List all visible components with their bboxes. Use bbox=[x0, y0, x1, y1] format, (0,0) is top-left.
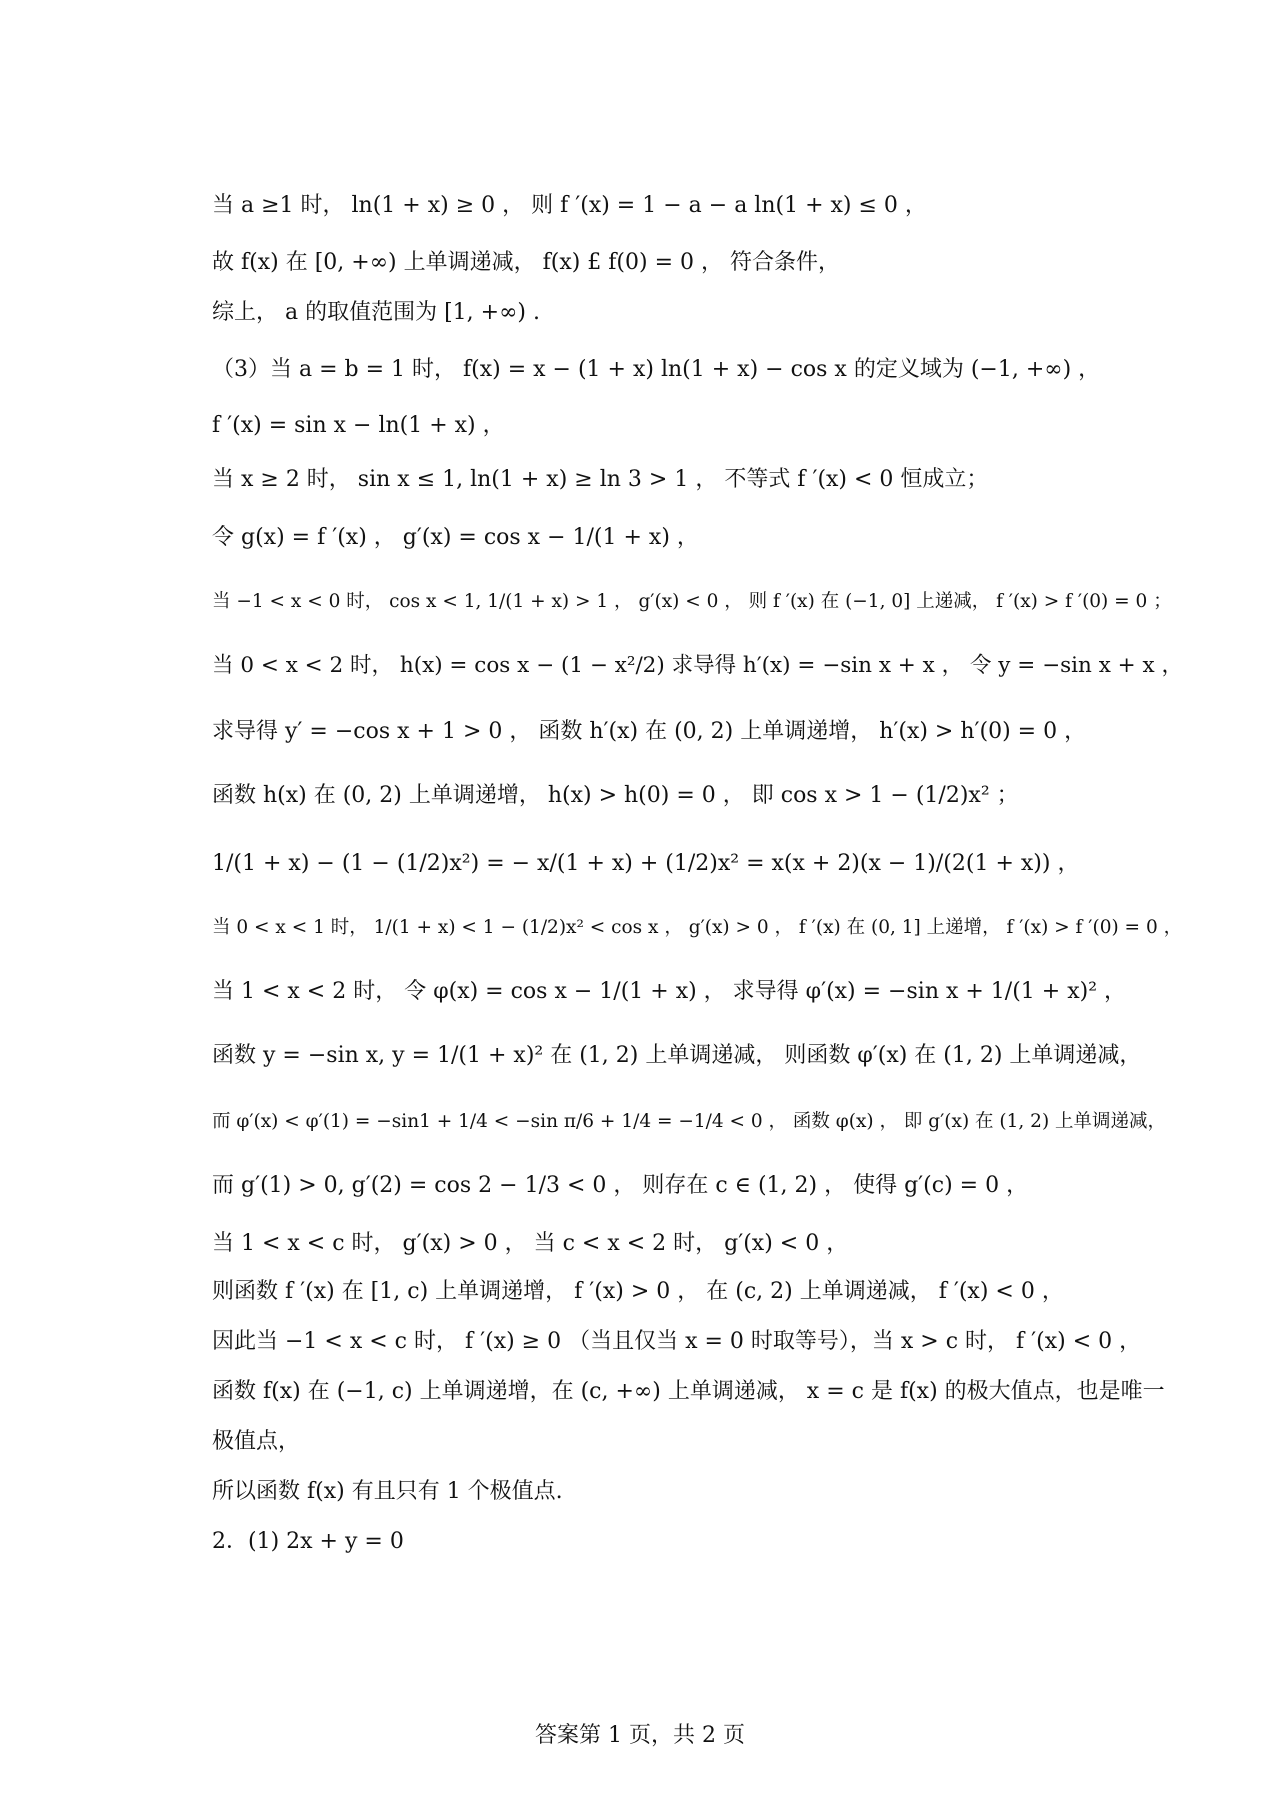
text-line: 当 0 < x < 1 时， 1/(1 + x) < 1 − (1/2)x² < cos x ， g′(x) > 0 ， f ′(x) 在 (0, 1] 上递增， f ′(x) > f ′(0) = 0 ， bbox=[212, 917, 1183, 938]
text-line: 而 g′(1) > 0, g′(2) = cos 2 − 1/3 < 0 ， 则存在 c ∈ (1, 2) ， 使得 g′(c) = 0 ， bbox=[212, 1173, 1029, 1198]
text-line: 令 g(x) = f ′(x) ， g′(x) = cos x − 1/(1 + x) ， bbox=[212, 525, 699, 550]
text-line: 当 x ≥ 2 时， sin x ≤ 1, ln(1 + x) ≥ ln 3 > 1 ， 不等式 f ′(x) < 0 恒成立； bbox=[212, 467, 989, 492]
text-line: 综上， a 的取值范围为 [1, +∞) . bbox=[212, 300, 540, 325]
text-line: 当 1 < x < c 时， g′(x) > 0 ， 当 c < x < 2 时， g′(x) < 0 ， bbox=[212, 1231, 849, 1256]
text-line: 当 1 < x < 2 时， 令 φ(x) = cos x − 1/(1 + x) ， 求导得 φ′(x) = −sin x + 1/(1 + x)² ， bbox=[212, 979, 1127, 1004]
text-line: 所以函数 f(x) 有且只有 1 个极值点. bbox=[212, 1479, 563, 1504]
text-line: 函数 h(x) 在 (0, 2) 上单调递增， h(x) > h(0) = 0 ， 即 cos x > 1 − (1/2)x² ； bbox=[212, 783, 1019, 808]
text-line: 1/(1 + x) − (1 − (1/2)x²) = − x/(1 + x) + (1/2)x² = x(x + 2)(x − 1)/(2(1 + x)) ， bbox=[212, 851, 1080, 876]
text-line: 故 f(x) 在 [0, +∞) 上单调递减， f(x) £ f(0) = 0 ， 符合条件， bbox=[212, 250, 841, 275]
page-footer: 答案第 1 页，共 2 页 bbox=[535, 1723, 745, 1748]
text-line: f ′(x) = sin x − ln(1 + x) ， bbox=[212, 413, 505, 438]
text-line: 当 a ≥1 时， ln(1 + x) ≥ 0 ， 则 f ′(x) = 1 − a − a ln(1 + x) ≤ 0 ， bbox=[212, 193, 927, 218]
text-line: 则函数 f ′(x) 在 [1, c) 上单调递增， f ′(x) > 0 ， 在 (c, 2) 上单调递减， f ′(x) < 0 ， bbox=[212, 1279, 1064, 1304]
text-line: （3）当 a = b = 1 时， f(x) = x − (1 + x) ln(1 + x) − cos x 的定义域为 (−1, +∞) ， bbox=[212, 357, 1101, 382]
text-line: 当 0 < x < 2 时， h(x) = cos x − (1 − x²/2) 求导得 h′(x) = −sin x + x ， 令 y = −sin x + x ， bbox=[212, 653, 1183, 678]
text-line: 极值点， bbox=[212, 1429, 301, 1454]
text-line: 因此当 −1 < x < c 时， f ′(x) ≥ 0 （当且仅当 x = 0 时取等号），当 x > c 时， f ′(x) < 0 ， bbox=[212, 1329, 1142, 1354]
text-line: 而 φ′(x) < φ′(1) = −sin1 + 1/4 < −sin π/6 + 1/4 = −1/4 < 0 ， 函数 φ(x) ， 即 g′(x) 在 (1, 2) 上单调递减， bbox=[212, 1111, 1167, 1132]
text-line: 求导得 y′ = −cos x + 1 > 0 ， 函数 h′(x) 在 (0, 2) 上单调递增， h′(x) > h′(0) = 0 ， bbox=[212, 719, 1087, 744]
text-line: 2．(1) 2x + y = 0 bbox=[212, 1529, 404, 1554]
text-line: 函数 f(x) 在 (−1, c) 上单调递增，在 (c, +∞) 上单调递减， x = c 是 f(x) 的极大值点，也是唯一 bbox=[212, 1379, 1165, 1404]
text-line: 当 −1 < x < 0 时， cos x < 1, 1/(1 + x) > 1 ， g′(x) < 0 ， 则 f ′(x) 在 (−1, 0] 上递减， f ′(x) > f ′(0) = 0 ； bbox=[212, 591, 1172, 612]
text-line: 函数 y = −sin x, y = 1/(1 + x)² 在 (1, 2) 上单调递减， 则函数 φ′(x) 在 (1, 2) 上单调递减， bbox=[212, 1043, 1142, 1068]
